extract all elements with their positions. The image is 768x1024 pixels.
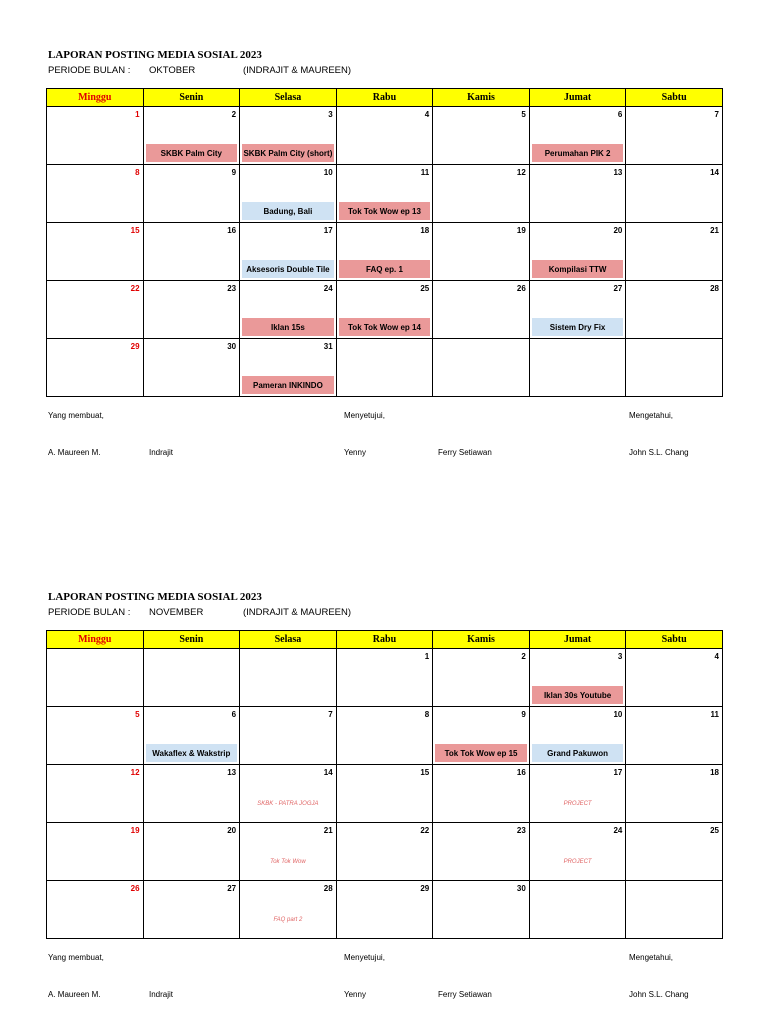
day-number: 25 (420, 284, 430, 293)
post-event: Badung, Bali (242, 202, 334, 220)
day-header-monday: Senin (143, 89, 240, 107)
day-cell (47, 707, 144, 765)
day-number: 19 (516, 226, 526, 235)
day-number: 22 (130, 284, 140, 293)
day-number: 21 (710, 226, 719, 235)
day-number: 10 (613, 710, 623, 719)
day-number: 1 (135, 110, 140, 119)
signatory-name: John S.L. Chang (629, 448, 689, 457)
day-cell (626, 107, 723, 165)
calendar-table (46, 630, 723, 939)
day-cell (433, 339, 530, 397)
day-number: 31 (323, 342, 333, 351)
day-cell (240, 339, 337, 397)
day-cell (529, 107, 626, 165)
day-cell (336, 765, 433, 823)
day-cell (626, 281, 723, 339)
day-header-wednesday: Rabu (336, 89, 433, 107)
day-cell (143, 339, 240, 397)
day-number: 20 (227, 826, 237, 835)
day-cell (240, 165, 337, 223)
day-number: 28 (323, 884, 333, 893)
day-number: 29 (130, 342, 140, 351)
day-number: 24 (323, 284, 333, 293)
day-cell (336, 165, 433, 223)
day-number: 30 (227, 342, 237, 351)
day-number: 5 (521, 110, 526, 119)
day-cell (529, 649, 626, 707)
day-cell (47, 649, 144, 707)
day-cell (143, 649, 240, 707)
day-cell (336, 281, 433, 339)
day-cell (143, 707, 240, 765)
day-number: 15 (420, 768, 430, 777)
period-label: PERIODE BULAN : (48, 607, 131, 618)
approved-by-label: Menyetujui, (344, 411, 385, 420)
day-number: 6 (617, 110, 623, 119)
day-number: 19 (130, 826, 140, 835)
day-cell (143, 823, 240, 881)
week-row (47, 707, 723, 765)
signatory-name: A. Maureen M. (48, 990, 101, 999)
day-number: 26 (130, 884, 140, 893)
day-number: 29 (420, 884, 430, 893)
day-cell (626, 165, 723, 223)
day-number: 2 (231, 110, 237, 119)
day-cell (240, 281, 337, 339)
day-cell (143, 881, 240, 939)
day-cell (626, 707, 723, 765)
day-cell (433, 165, 530, 223)
day-number: 30 (516, 884, 526, 893)
day-cell (336, 881, 433, 939)
week-row (47, 165, 723, 223)
day-number: 26 (516, 284, 526, 293)
day-cell (240, 223, 337, 281)
day-cell (433, 281, 530, 339)
day-header-tuesday: Selasa (240, 89, 337, 107)
signatory-name: Yenny (344, 448, 366, 457)
day-cell (529, 165, 626, 223)
day-number: 17 (613, 768, 623, 777)
day-cell (433, 765, 530, 823)
day-header-thursday: Kamis (433, 89, 530, 107)
day-number: 2 (521, 652, 526, 661)
day-cell (240, 881, 337, 939)
day-number: 5 (135, 710, 140, 719)
signatory-name: Yenny (344, 990, 366, 999)
day-number: 8 (424, 710, 430, 719)
day-number: 11 (420, 168, 430, 177)
post-event: SKBK Palm City (short) (242, 144, 334, 162)
day-cell (529, 707, 626, 765)
day-header-saturday: Sabtu (626, 89, 723, 107)
day-cell (529, 823, 626, 881)
day-header-row (47, 89, 723, 107)
day-cell (240, 649, 337, 707)
day-cell (433, 107, 530, 165)
day-number: 24 (613, 826, 623, 835)
day-cell (433, 881, 530, 939)
day-header-tuesday: Selasa (240, 631, 337, 649)
day-cell (529, 765, 626, 823)
day-number: 18 (710, 768, 719, 777)
day-header-wednesday: Rabu (336, 631, 433, 649)
made-by-label: Yang membuat, (48, 953, 104, 962)
day-number: 3 (617, 652, 623, 661)
day-cell (47, 281, 144, 339)
signatory-name: Ferry Setiawan (438, 448, 492, 457)
day-cell (336, 339, 433, 397)
day-number: 10 (323, 168, 333, 177)
day-cell (336, 649, 433, 707)
week-row (47, 281, 723, 339)
day-cell (626, 223, 723, 281)
day-cell (47, 339, 144, 397)
day-number: 1 (424, 652, 430, 661)
day-header-sunday: Minggu (47, 631, 144, 649)
acknowledged-by-label: Mengetahui, (629, 411, 674, 420)
day-cell (336, 107, 433, 165)
day-cell (240, 107, 337, 165)
day-cell (433, 707, 530, 765)
day-cell (240, 823, 337, 881)
day-cell (433, 649, 530, 707)
post-event: Perumahan PIK 2 (532, 144, 624, 162)
post-event: Tok Tok Wow ep 14 (339, 318, 431, 336)
day-cell (47, 165, 144, 223)
day-cell (143, 107, 240, 165)
planned-post: PROJECT (563, 859, 592, 865)
signatory-name: John S.L. Chang (629, 990, 689, 999)
signatory-name: Indrajit (149, 448, 174, 457)
period-month: OKTOBER (149, 65, 196, 76)
day-cell (47, 765, 144, 823)
planned-post: SKBK - PATRA JOGJA (257, 801, 319, 807)
day-cell (143, 223, 240, 281)
day-number: 13 (227, 768, 237, 777)
planned-post: Tok Tok Wow (270, 859, 306, 865)
post-event: Tok Tok Wow ep 13 (339, 202, 431, 220)
day-number: 16 (227, 226, 237, 235)
day-cell (47, 107, 144, 165)
day-cell (336, 707, 433, 765)
day-cell (626, 823, 723, 881)
day-number: 8 (135, 168, 140, 177)
day-number: 13 (613, 168, 623, 177)
day-cell (336, 823, 433, 881)
day-number: 21 (323, 826, 333, 835)
day-cell (433, 823, 530, 881)
day-cell (143, 281, 240, 339)
day-header-monday: Senin (143, 631, 240, 649)
post-event: Pameran INKINDO (242, 376, 334, 394)
day-number: 4 (714, 652, 719, 661)
day-cell (626, 339, 723, 397)
day-cell (143, 165, 240, 223)
day-header-row (47, 631, 723, 649)
period-names: (INDRAJIT & MAUREEN) (243, 65, 352, 76)
report-title: LAPORAN POSTING MEDIA SOSIAL 2023 (48, 591, 262, 603)
day-cell (433, 223, 530, 281)
day-number: 14 (323, 768, 333, 777)
report-title: LAPORAN POSTING MEDIA SOSIAL 2023 (48, 49, 262, 61)
day-number: 12 (516, 168, 526, 177)
day-number: 9 (231, 168, 237, 177)
day-cell (626, 881, 723, 939)
day-number: 14 (710, 168, 719, 177)
day-number: 22 (420, 826, 430, 835)
day-cell (336, 223, 433, 281)
day-cell (626, 649, 723, 707)
day-number: 11 (710, 710, 719, 719)
day-header-thursday: Kamis (433, 631, 530, 649)
day-header-friday: Jumat (529, 631, 626, 649)
post-event: Aksesoris Double Tile (242, 260, 334, 278)
day-number: 25 (710, 826, 719, 835)
day-cell (529, 281, 626, 339)
week-row (47, 107, 723, 165)
day-number: 4 (424, 110, 430, 119)
made-by-label: Yang membuat, (48, 411, 104, 420)
day-number: 28 (710, 284, 719, 293)
day-number: 15 (130, 226, 140, 235)
day-number: 23 (516, 826, 526, 835)
signatory-name: Ferry Setiawan (438, 990, 492, 999)
planned-post: FAQ part 2 (273, 917, 303, 923)
post-event: SKBK Palm City (146, 144, 238, 162)
post-event: Iklan 15s (242, 318, 334, 336)
week-row (47, 223, 723, 281)
signatory-name: A. Maureen M. (48, 448, 101, 457)
day-number: 18 (420, 226, 430, 235)
week-row (47, 881, 723, 939)
period-names: (INDRAJIT & MAUREEN) (243, 607, 352, 618)
post-event: Sistem Dry Fix (532, 318, 624, 336)
day-number: 9 (521, 710, 526, 719)
day-cell (240, 765, 337, 823)
calendar-table (46, 88, 723, 397)
day-cell (529, 339, 626, 397)
day-cell (143, 765, 240, 823)
post-event: Grand Pakuwon (532, 744, 624, 762)
day-number: 23 (227, 284, 237, 293)
day-number: 12 (130, 768, 140, 777)
approved-by-label: Menyetujui, (344, 953, 385, 962)
period-month: NOVEMBER (149, 607, 204, 618)
day-number: 7 (714, 110, 719, 119)
day-number: 6 (231, 710, 237, 719)
post-event: Wakaflex & Wakstrip (146, 744, 238, 762)
post-event: Iklan 30s Youtube (532, 686, 624, 704)
acknowledged-by-label: Mengetahui, (629, 953, 674, 962)
day-number: 16 (516, 768, 526, 777)
period-label: PERIODE BULAN : (48, 65, 131, 76)
week-row (47, 339, 723, 397)
day-cell (47, 823, 144, 881)
post-event: Kompilasi TTW (532, 260, 624, 278)
day-header-friday: Jumat (529, 89, 626, 107)
day-cell (626, 765, 723, 823)
week-row (47, 649, 723, 707)
day-cell (240, 707, 337, 765)
day-number: 17 (323, 226, 333, 235)
day-number: 3 (328, 110, 333, 119)
signatory-name: Indrajit (149, 990, 174, 999)
day-cell (47, 881, 144, 939)
week-row (47, 765, 723, 823)
day-number: 7 (328, 710, 333, 719)
day-cell (529, 223, 626, 281)
day-cell (47, 223, 144, 281)
day-number: 27 (613, 284, 623, 293)
day-cell (529, 881, 626, 939)
day-number: 27 (227, 884, 237, 893)
planned-post: PROJECT (563, 801, 592, 807)
day-number: 20 (613, 226, 623, 235)
day-header-sunday: Minggu (47, 89, 144, 107)
post-event: Tok Tok Wow ep 15 (435, 744, 527, 762)
post-event: FAQ ep. 1 (339, 260, 431, 278)
day-header-saturday: Sabtu (626, 631, 723, 649)
week-row (47, 823, 723, 881)
